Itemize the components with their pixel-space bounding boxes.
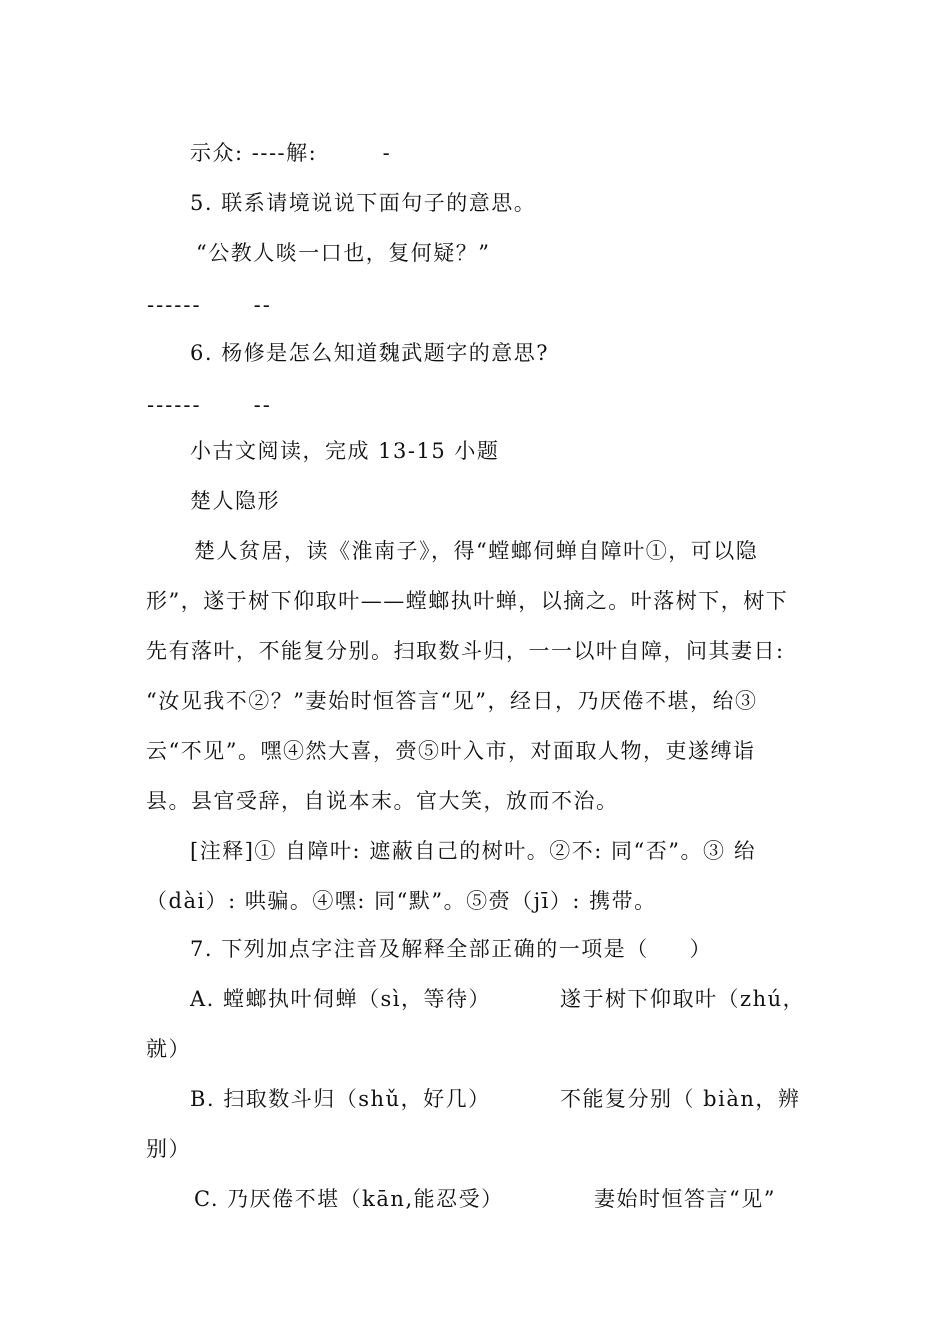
answer-blank-5: ------ -- — [147, 293, 272, 317]
answer-line-shizhong: 示众: ----解: - — [190, 141, 392, 165]
option-b-continued: 别） — [146, 1137, 191, 1161]
option-c-right: 妻始时恒答言“见” — [594, 1187, 776, 1211]
passage-line: 楚人贫居，读《淮南子》，得“螳螂伺蝉自障叶①，可以隐 — [194, 539, 759, 563]
annotation-line: （dài）: 哄骗。④嘿: 同“默”。⑤赍（jī）: 携带。 — [146, 889, 657, 913]
passage-line: 先有落叶，不能复分别。扫取数斗归，一一以叶自障，问其妻日: — [146, 639, 785, 663]
passage-title: 楚人隐形 — [190, 489, 280, 513]
option-a-right: 遂于树下仰取叶（zhú， — [560, 987, 806, 1011]
question-6: 6. 杨修是怎么知道魏武题字的意思? — [190, 341, 549, 365]
answer-blank-6: ------ -- — [147, 393, 272, 417]
annotation-line: [注释]① 自障叶: 遮蔽自己的树叶。②不: 同“否”。③ 绐 — [190, 839, 757, 863]
option-a-left: A. 螳螂执叶伺蝉（sì，等待） — [190, 987, 492, 1011]
passage-line: 形”，遂于树下仰取叶——螳螂执叶蝉，以摘之。叶落树下，树下 — [146, 589, 789, 613]
section-heading: 小古文阅读，完成 13-15 小题 — [190, 439, 500, 463]
passage-line: 县。县官受辞，自说本末。官大笑，放而不治。 — [146, 789, 619, 813]
question-5-quote: “公教人啖一口也，复何疑？” — [196, 241, 491, 265]
option-a-continued: 就） — [146, 1037, 191, 1061]
option-b-left: B. 扫取数斗归（shǔ，好几） — [190, 1087, 491, 1111]
passage-line: 云“不见”。嘿④然大喜，赍⑤叶入市，对面取人物，吏遂缚诣 — [146, 739, 756, 763]
option-b-right: 不能复分别（ biàn，辨 — [560, 1087, 801, 1111]
question-7: 7. 下列加点字注音及解释全部正确的一项是（ ） — [190, 937, 713, 961]
passage-line: “汝见我不②？”妻始时恒答言“见”，经日，乃厌倦不堪，绐③ — [146, 689, 758, 713]
question-5: 5. 联系请境说说下面句子的意思。 — [190, 191, 537, 215]
option-c-left: C. 乃厌倦不堪（kān,能忍受） — [194, 1187, 504, 1211]
